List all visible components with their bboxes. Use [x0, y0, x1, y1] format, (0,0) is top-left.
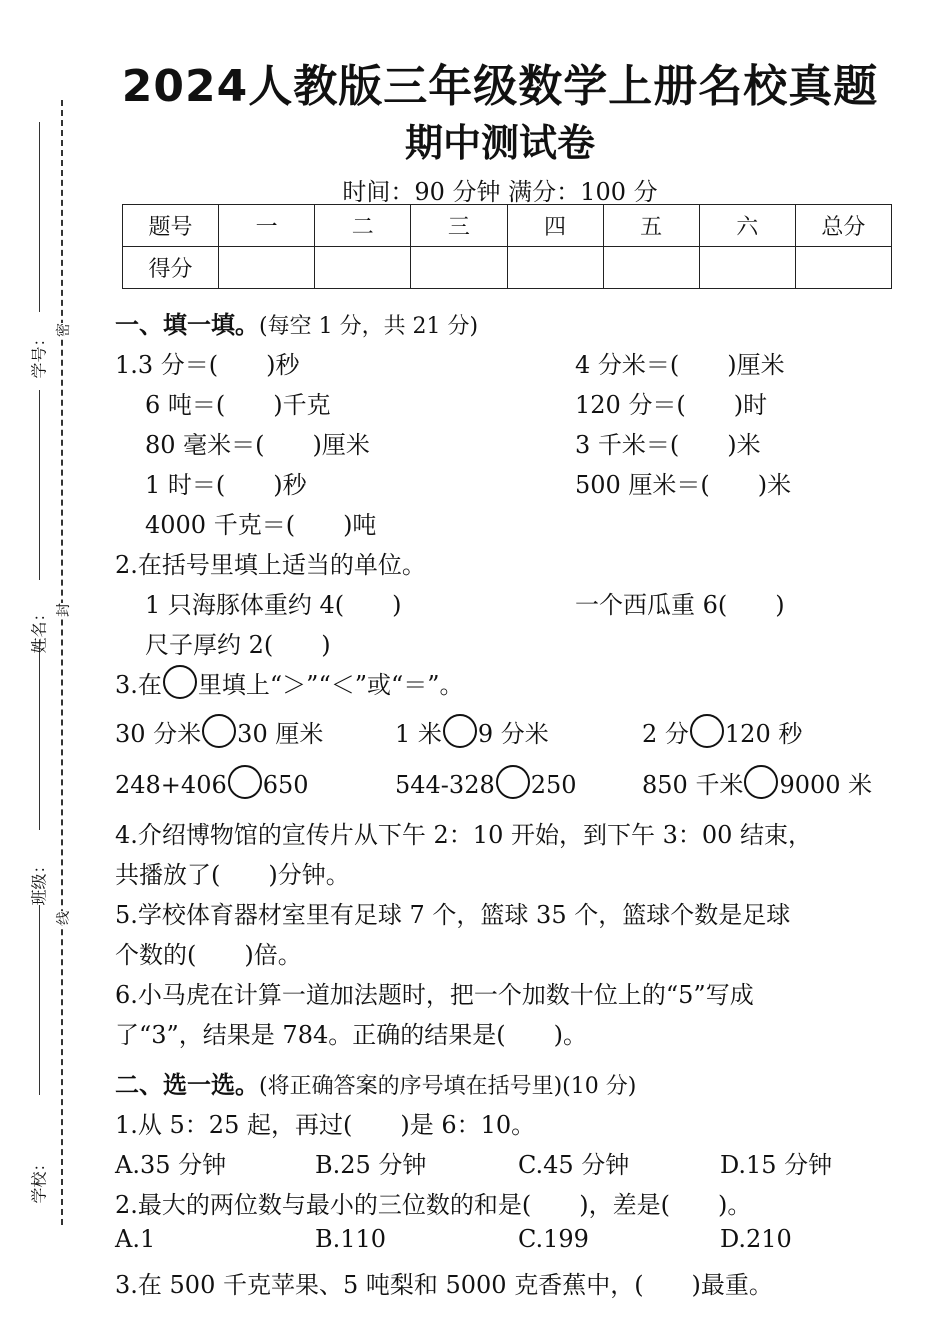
score-input-cell[interactable]	[315, 247, 411, 289]
score-input-cell[interactable]	[603, 247, 699, 289]
compare-left: 850 千米	[642, 771, 744, 799]
q6-line-1: 6.小马虎在计算一道加法题时，把一个加数十位上的“5”写成	[115, 981, 754, 1009]
binding-dashed-line	[61, 100, 63, 1225]
score-cell: 得分	[123, 247, 219, 289]
margin-write-line	[39, 390, 40, 580]
q2-stem: 2.在括号里填上适当的单位。	[115, 551, 426, 579]
margin-write-line	[39, 640, 40, 830]
margin-write-line	[39, 905, 40, 1095]
q4-line-2: 共播放了( )分钟。	[115, 861, 350, 889]
compare-left: 544-328	[395, 771, 495, 799]
option: D.210	[720, 1225, 792, 1253]
compare-circle[interactable]	[744, 765, 778, 799]
compare-right: 650	[262, 771, 309, 799]
q1-item: 6 吨＝( )千克	[145, 391, 331, 419]
q2-item: 一个西瓜重 6( )	[575, 591, 785, 619]
q5-line-1: 5.学校体育器材室里有足球 7 个，篮球 35 个，篮球个数是足球	[115, 901, 791, 929]
q3-item	[115, 714, 323, 749]
compare-circle[interactable]	[496, 765, 530, 799]
q3-item	[395, 714, 549, 749]
compare-right: 30 厘米	[237, 720, 324, 748]
q3-item	[395, 765, 577, 799]
section-1-title: 一、填一填。	[115, 311, 259, 339]
seal-mark-feng: 封	[53, 603, 73, 617]
score-input-cell[interactable]	[411, 247, 507, 289]
margin-label-name: 姓名：	[29, 605, 49, 654]
q2-item: 尺子厚约 2( )	[145, 631, 331, 659]
seal-mark-xian: 线	[53, 911, 73, 925]
q3-stem	[115, 665, 464, 700]
s2-q2: 2.最大的两位数与最小的三位数的和是( )，差是( )。	[115, 1191, 752, 1219]
circle-blank-icon	[163, 665, 197, 699]
score-input-cell[interactable]	[507, 247, 603, 289]
score-cell: 总分	[795, 205, 891, 247]
option: D.15 分钟	[720, 1151, 833, 1179]
margin-label-school: 学校：	[29, 1155, 49, 1204]
q1-item: 500 厘米＝( )米	[575, 471, 792, 499]
score-table	[122, 204, 892, 289]
margin-label-student-id: 学号：	[29, 330, 49, 379]
q1-item: 120 分＝( )时	[575, 391, 768, 419]
q3-item	[642, 714, 802, 749]
q1-item: 1 时＝( )秒	[145, 471, 307, 499]
score-table-header-row	[123, 205, 892, 247]
compare-left: 248+406	[115, 771, 227, 799]
score-cell: 六	[699, 205, 795, 247]
q3-item	[642, 765, 872, 800]
score-input-cell[interactable]	[699, 247, 795, 289]
q4-line-1: 4.介绍博物馆的宣传片从下午 2：10 开始，到下午 3：00 结束，	[115, 821, 813, 849]
option: B.25 分钟	[315, 1151, 427, 1179]
compare-circle[interactable]	[202, 714, 236, 748]
q1-item: 4 分米＝( )厘米	[575, 351, 785, 379]
option: A.1	[115, 1225, 156, 1253]
score-cell: 二	[315, 205, 411, 247]
page-subtitle: 期中测试卷	[404, 121, 595, 165]
option: A.35 分钟	[115, 1151, 227, 1179]
score-cell: 题号	[123, 205, 219, 247]
seal-mark-mi: 密	[53, 323, 73, 337]
q2-item: 1 只海豚体重约 4( )	[145, 591, 402, 619]
score-cell: 四	[507, 205, 603, 247]
compare-left: 2 分	[642, 720, 689, 748]
q1-item: 4000 千克＝( )吨	[145, 511, 377, 539]
compare-right: 9 分米	[477, 720, 549, 748]
page-title: 2024人教版三年级数学上册名校真题	[121, 61, 879, 112]
option: C.45 分钟	[518, 1151, 630, 1179]
q6-line-2: 了“3”，结果是 784。正确的结果是( )。	[115, 1021, 587, 1049]
compare-left: 30 分米	[115, 720, 202, 748]
s2-q1: 1.从 5：25 起，再过( )是 6：10。	[115, 1111, 536, 1139]
score-table-score-row	[123, 247, 892, 289]
compare-circle[interactable]	[690, 714, 724, 748]
compare-right: 250	[530, 771, 577, 799]
score-cell: 一	[219, 205, 315, 247]
score-cell: 三	[411, 205, 507, 247]
compare-right: 9000 米	[779, 771, 873, 799]
s2-q3: 3.在 500 千克苹果、5 吨梨和 5000 克香蕉中，( )最重。	[115, 1271, 773, 1299]
option: C.199	[518, 1225, 589, 1253]
section-1-heading	[115, 305, 478, 340]
compare-right: 120 秒	[724, 720, 803, 748]
section-1-note: (每空 1 分，共 21 分)	[259, 314, 479, 339]
section-2-heading	[115, 1065, 636, 1100]
exam-meta: 时间：90 分钟 满分：100 分	[342, 178, 658, 206]
q5-line-2: 个数的( )倍。	[115, 941, 302, 969]
score-input-cell[interactable]	[795, 247, 891, 289]
q3-item	[115, 765, 309, 799]
q3-stem-part: 3.在	[115, 671, 162, 699]
compare-circle[interactable]	[228, 765, 262, 799]
score-input-cell[interactable]	[219, 247, 315, 289]
compare-circle[interactable]	[443, 714, 477, 748]
compare-left: 1 米	[395, 720, 442, 748]
q1-item: 3 千米＝( )米	[575, 431, 761, 459]
score-cell: 五	[603, 205, 699, 247]
section-2-title: 二、选一选。	[115, 1071, 259, 1099]
section-2-note: (将正确答案的序号填在括号里)(10 分)	[259, 1074, 637, 1099]
q1-item: 1.3 分＝( )秒	[115, 351, 300, 379]
q1-item: 80 毫米＝( )厘米	[145, 431, 370, 459]
option: B.110	[315, 1225, 387, 1253]
margin-label-class: 班级：	[29, 857, 49, 906]
q3-stem-part: 里填上“＞”“＜”或“＝”。	[197, 671, 464, 699]
